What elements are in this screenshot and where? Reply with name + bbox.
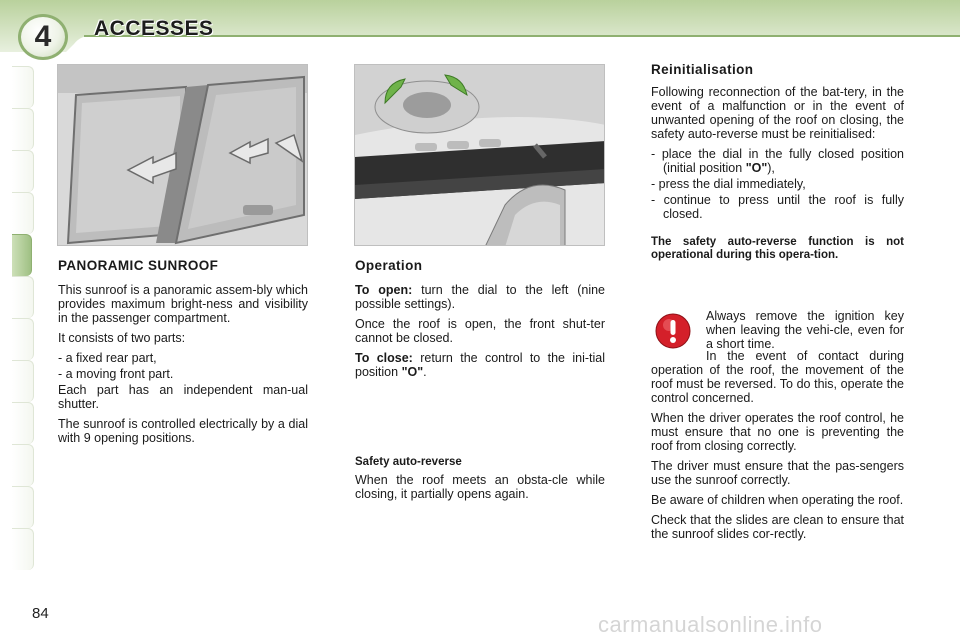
- list-item: - press the dial immediately,: [651, 177, 806, 191]
- chapter-tab-active[interactable]: [12, 234, 32, 276]
- warning-text: In the event of contact during operation of the roof, the movement of the roof must be reversed. To do this, operate the control concerned.: [651, 349, 904, 405]
- section-heading: PANORAMIC SUNROOF: [58, 258, 219, 273]
- subsection-heading: Safety auto-reverse: [355, 456, 462, 468]
- roof-control-dial-illustration: [354, 64, 605, 246]
- section-heading: Operation: [355, 258, 423, 273]
- close-label: To close:: [355, 351, 413, 365]
- paragraph: Each part has an independent man-ual shutter.: [58, 383, 308, 411]
- warning-box-continued: [651, 349, 904, 547]
- paragraph: It consists of two parts:: [58, 331, 186, 345]
- chapter-tab[interactable]: [12, 360, 34, 402]
- chapter-tab[interactable]: [12, 66, 34, 108]
- paragraph: [355, 283, 605, 311]
- warning-text: When the driver operates the roof control, he must ensure that no one is preventing the roof from closing correctly.: [651, 411, 904, 453]
- warning-icon: [655, 313, 691, 349]
- chapter-tab[interactable]: [12, 444, 34, 486]
- close-text: return the control to the ini-tial position: [355, 351, 605, 379]
- operation-section: [355, 259, 605, 385]
- step-text: - place the dial in the fully closed position (initial position: [651, 147, 904, 175]
- step-text: ),: [767, 161, 775, 175]
- page-header: [0, 0, 960, 52]
- warning-text: Be aware of children when operating the roof.: [651, 493, 904, 507]
- initial-position: "O": [401, 365, 424, 379]
- list-item: - continue to press until the roof is fully closed.: [651, 193, 904, 221]
- chapter-tab[interactable]: [12, 192, 34, 234]
- paragraph: This sunroof is a panoramic assem-bly which provides maximum bright-ness and visibility in the passenger compartment.: [58, 283, 308, 325]
- initial-position: "O": [745, 161, 768, 175]
- list-item: [651, 147, 904, 175]
- open-text: turn the dial to the left (nine possible settings).: [355, 283, 605, 311]
- note: The safety auto-reverse function is not operational during this opera-tion.: [651, 236, 904, 261]
- chapter-tab[interactable]: [12, 318, 34, 360]
- page-number: 84: [32, 605, 49, 622]
- list-item: - a moving front part.: [58, 367, 174, 381]
- safety-auto-reverse-section: [355, 455, 605, 507]
- chapter-tabs: [12, 66, 34, 572]
- chapter-tab[interactable]: [12, 108, 34, 150]
- paragraph: When the roof meets an obsta-cle while closing, it partially opens again.: [355, 473, 605, 501]
- close-end: .: [423, 365, 427, 379]
- warning-text: Always remove the ignition key when leaving the vehi-cle, even for a short time.: [706, 309, 904, 351]
- watermark[interactable]: carmanualsonline.info: [598, 612, 823, 637]
- list-item: - a fixed rear part,: [58, 351, 157, 365]
- reinitialisation-note: [651, 236, 904, 268]
- reinitialisation-section: [651, 63, 904, 223]
- chapter-tab[interactable]: [12, 150, 34, 192]
- page-title: ACCESSES: [94, 17, 214, 40]
- chapter-tab[interactable]: [12, 486, 34, 528]
- paragraph: The sunroof is controlled electrically by a dial with 9 opening positions.: [58, 417, 308, 445]
- paragraph: Once the roof is open, the front shut-ter cannot be closed.: [355, 317, 605, 345]
- paragraph: [355, 351, 605, 379]
- section-heading: Reinitialisation: [651, 62, 754, 77]
- open-label: To open:: [355, 283, 413, 297]
- chapter-tab[interactable]: [12, 402, 34, 444]
- warning-text: The driver must ensure that the pas-sengers use the sunroof correctly.: [651, 459, 904, 487]
- sunroof-illustration: [57, 64, 308, 246]
- paragraph: Following reconnection of the bat-tery, in the event of a malfunction or in the event of unwanted opening of the roof on closing, the safety auto-reverse must be reinitialised:: [651, 85, 904, 141]
- chapter-tab[interactable]: [12, 528, 34, 570]
- chapter-tab[interactable]: [12, 276, 34, 318]
- sunroof-description: [58, 259, 308, 451]
- chapter-number-badge: 4: [18, 14, 68, 60]
- warning-text: Check that the slides are clean to ensure that the sunroof slides cor-rectly.: [651, 513, 904, 541]
